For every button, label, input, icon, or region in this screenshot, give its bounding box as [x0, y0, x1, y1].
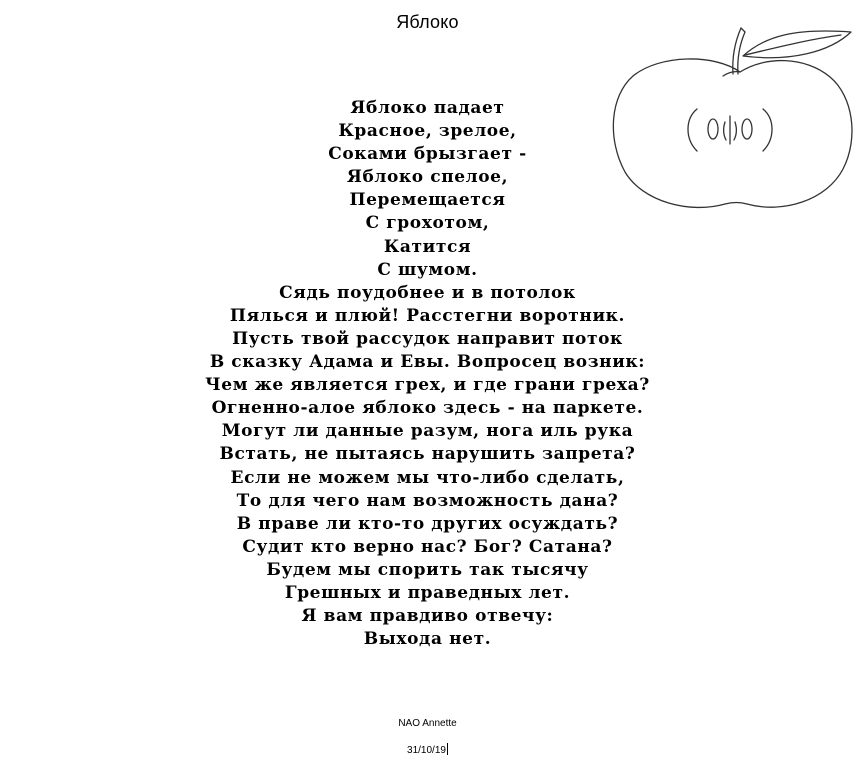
- poem-line: Яблоко падает: [350, 98, 505, 118]
- poem-line: Красное, зрелое,: [338, 121, 517, 142]
- document-title: Яблоко: [396, 12, 459, 32]
- poem-line: Катится: [383, 236, 472, 257]
- poem-line: То для чего нам возможность дана?: [236, 490, 619, 511]
- poem-line: Сядь поудобнее и в потолок: [279, 282, 576, 303]
- poem-line: Выхода нет.: [363, 629, 492, 650]
- poem-line: Судит кто верно нас? Бог? Сатана?: [242, 536, 613, 557]
- poem-line: Грешных и праведных лет.: [284, 582, 571, 603]
- poem-line: Яблоко спелое,: [346, 167, 509, 188]
- author-name: NAO Annette: [398, 718, 457, 729]
- poem-line: Пялься и плюй! Расстегни воротник.: [229, 305, 626, 326]
- text-cursor: [447, 743, 448, 755]
- poem-line: Соками брызгает -: [328, 144, 527, 165]
- poem-line: Чем же является грех, и где грани греха?: [205, 375, 650, 396]
- poem-line: Пусть твой рассудок направит поток: [232, 328, 623, 349]
- poem-line: Если не можем мы что-либо сделать,: [230, 467, 625, 488]
- poem-line: Могут ли данные разум, нога иль рука: [221, 421, 634, 442]
- date-text: 31/10/19: [407, 745, 446, 756]
- apple-leaf: [743, 31, 851, 58]
- poem-line: Я вам правдиво отвечу:: [301, 606, 554, 627]
- poem-line: Перемещается: [349, 190, 506, 211]
- poem-line: С грохотом,: [365, 213, 490, 234]
- poem-line: В праве ли кто-то других осуждать?: [236, 513, 619, 534]
- apple-stem-side: [738, 32, 745, 74]
- poem-text: [0, 97, 855, 651]
- poem-line: С шумом.: [377, 259, 478, 280]
- poem-line: В сказку Адама и Евы. Вопросец возник:: [209, 352, 646, 373]
- poem-line: Будем мы спорить так тысячу: [266, 559, 589, 580]
- date-line[interactable]: [0, 743, 855, 756]
- poem-line: Встать, не пытаясь нарушить запрета?: [219, 444, 636, 465]
- poem-line: Огненно-алое яблоко здесь - на паркете.: [211, 398, 644, 419]
